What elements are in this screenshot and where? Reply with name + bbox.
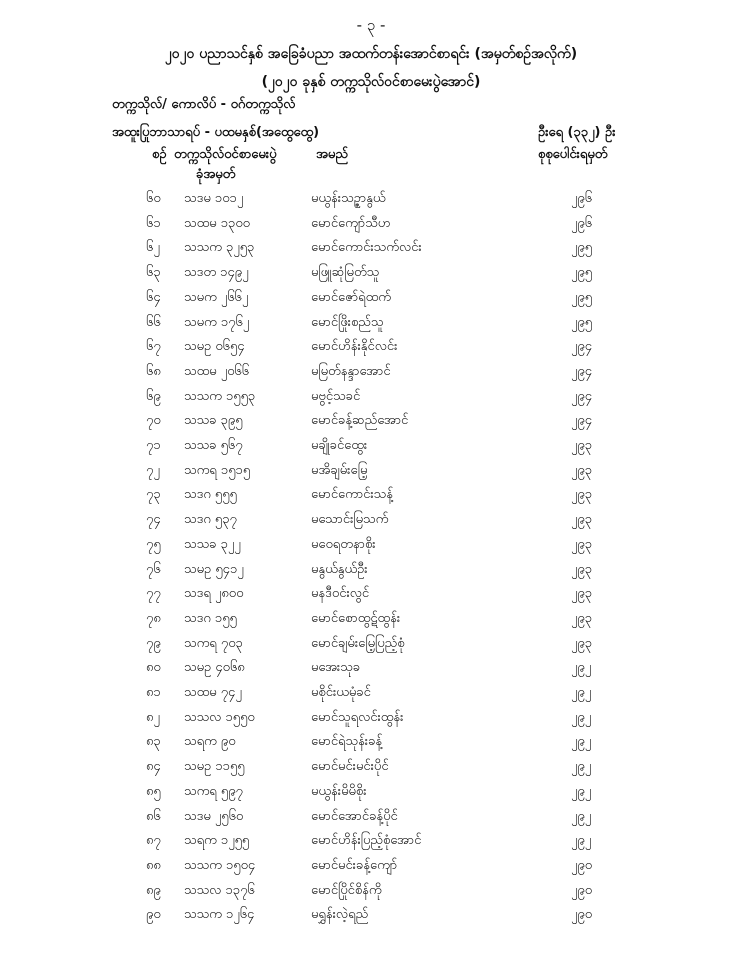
- total-marks: ၂၉၂: [571, 660, 592, 676]
- row-number: ၇၂: [146, 462, 160, 478]
- row-number: ၈၅: [146, 783, 161, 799]
- page-number: - ၃ -: [356, 16, 386, 34]
- table-row: [0, 437, 742, 462]
- table-row: [0, 363, 742, 388]
- total-marks: ၂၉၀: [571, 882, 593, 898]
- total-marks: ၂၉၂: [571, 808, 592, 824]
- row-number: ၆၆: [146, 314, 161, 330]
- row-number: ၇၁: [146, 438, 161, 453]
- roll-number: သရက ၉၀: [184, 734, 236, 750]
- student-name: မောင်ရဲသုန်းခန့်: [311, 734, 383, 750]
- total-marks: ၂၉၀: [571, 857, 593, 873]
- document-subtitle: (၂၀၂၀ ခုနှစ် တက္ကသိုလ်ဝင်စာမေးပွဲအောင်): [261, 74, 481, 90]
- total-marks: ၂၉၃: [571, 487, 593, 503]
- row-number: ၇၃: [146, 487, 161, 503]
- roll-number: သကရ ၁၅၁၅: [184, 462, 251, 478]
- student-name: မဗွင့်သခင်: [311, 388, 361, 404]
- table-row: [0, 338, 742, 363]
- student-name: မစိုင်းယမုံခင်: [311, 685, 371, 700]
- table-row: [0, 412, 742, 437]
- row-number: ၇၀: [146, 413, 161, 429]
- row-number: ၆၃: [146, 265, 161, 281]
- total-marks: ၂၉၃: [571, 635, 593, 651]
- total-marks: ၂၉၅: [571, 265, 593, 281]
- total-marks: ၂၉၄: [571, 388, 593, 404]
- table-row: [0, 882, 742, 907]
- table-row: [0, 462, 742, 487]
- roll-number: သသက ၁၅၀၄: [184, 857, 256, 873]
- column-header-no: စဉ်: [152, 147, 167, 162]
- student-name: မနဒီဝင်းလွင်: [311, 586, 370, 602]
- document-title: ၂၀၂၀ ပညာသင်နှစ် အခြေခံပညာ အထက်တန်းအောင်စာရင်း (အမှတ်စဉ်အလိုက်): [164, 46, 578, 62]
- roll-number: သသခ ၅၆၇: [184, 438, 243, 453]
- roll-number: သသက ၁၂၆၄: [184, 907, 255, 923]
- row-number: ၆၇: [146, 339, 161, 355]
- total-marks: ၂၉၅: [571, 289, 593, 305]
- row-number: ၆၄: [146, 289, 161, 305]
- table-row: [0, 832, 742, 857]
- roll-number: သဒဂ ၅၃၇: [184, 512, 237, 528]
- row-number: ၈၄: [146, 759, 161, 775]
- roll-number: သထမ ၁၃၀၀: [184, 215, 250, 231]
- table-row: [0, 610, 742, 635]
- roll-number: သဒမ ၂၅၆၀: [184, 808, 244, 824]
- table-row: [0, 783, 742, 808]
- student-name: မယွန်းသဥ္ဇာနွယ်: [311, 191, 386, 206]
- table-row: [0, 585, 742, 610]
- total-marks: ၂၉၃: [571, 462, 593, 478]
- total-count: ဦးရေ (၃၃၂) ဦး: [538, 125, 616, 140]
- roll-number: သသက ၃၂၅၃: [184, 240, 255, 256]
- table-row: [0, 264, 742, 289]
- row-number: ၈၈: [146, 857, 161, 873]
- table-row: [0, 190, 742, 215]
- roll-number: သဒတ ၁၄၉၂: [184, 265, 249, 281]
- roll-number: သဒမ ၁၀၁၂: [184, 191, 244, 206]
- student-name: မောင်ကျော်သီဟ: [311, 215, 391, 231]
- roll-number: သသလ ၁၅၅၀: [184, 709, 255, 725]
- roll-number: သသခ ၃၂၂: [184, 536, 241, 552]
- total-marks: ၂၉၂: [571, 734, 592, 750]
- student-name: မနွယ်နွယ်ဦး: [311, 561, 368, 577]
- roll-number: သကရ ၇၀၃: [184, 635, 243, 651]
- total-marks: ၂၉၂: [571, 709, 592, 725]
- table-row: [0, 906, 742, 931]
- student-name: မောင်မင်းခန့်ကျော်: [311, 857, 398, 873]
- student-name: မောင်ကောင်းသက်လင်း: [311, 240, 422, 256]
- table-row: [0, 536, 742, 561]
- row-number: ၉၀: [146, 907, 161, 923]
- roll-number: သသလ ၁၃၇၆: [184, 882, 255, 898]
- student-name: မအေးသုခ: [311, 660, 361, 676]
- row-number: ၈၃: [146, 734, 161, 750]
- student-name: မဖြူဆုံမြတ်သူ: [311, 265, 380, 281]
- column-header-marks: စုစုပေါင်းရမှတ်: [538, 147, 608, 162]
- row-number: ၈၁: [146, 685, 161, 700]
- student-name: မအိချမ်းမြေ့: [311, 462, 368, 478]
- table-row: [0, 289, 742, 314]
- total-marks: ၂၉၃: [571, 536, 593, 552]
- roll-number: သမဥ ၅၄၁၂: [184, 561, 244, 577]
- row-number: ၈၀: [146, 660, 161, 676]
- student-name: မရွှန်းလဲ့ရည်: [311, 907, 369, 923]
- row-number: ၆၂: [146, 240, 160, 256]
- table-row: [0, 511, 742, 536]
- roll-number: သထမ ၂၀၆၆: [184, 363, 250, 379]
- table-row: [0, 635, 742, 660]
- student-name: မောင်ဟိန်းပြည့်စုံအောင်: [311, 833, 422, 849]
- roll-number: သသက ၁၅၅၃: [184, 388, 256, 404]
- total-marks: ၂၉၃: [571, 610, 593, 626]
- student-name: မောင်မင်းမင်းပိုင်: [311, 759, 389, 775]
- table-row: [0, 758, 742, 783]
- row-number: ၈၇: [146, 833, 161, 849]
- total-marks: ၂၉၂: [571, 685, 592, 700]
- total-marks: ၂၉၂: [571, 759, 592, 775]
- total-marks: ၂၉၃: [571, 512, 593, 528]
- roll-number: သမဥ ၀၆၅၄: [184, 339, 245, 355]
- column-header-roll: တက္ကသိုလ်ဝင်စာမေးပွဲ: [174, 147, 277, 162]
- student-name: မဝေရတနာစိုး: [311, 536, 376, 552]
- roll-number: သကရ ၅၉၇: [184, 783, 243, 799]
- table-row: [0, 733, 742, 758]
- student-name: မချိုခင်ထွေး: [311, 438, 368, 453]
- student-name: မောင်စောထွဋ်ထွန်း: [311, 610, 401, 626]
- table-row: [0, 215, 742, 240]
- roll-number: သရက ၁၂၅၅: [184, 833, 250, 849]
- total-marks: ၂၉၄: [571, 339, 593, 355]
- student-name: မောင်ဇော်ရဲထက်: [311, 289, 391, 305]
- total-marks: ၂၉၃: [571, 438, 593, 453]
- total-marks: ၂၉၃: [571, 586, 593, 602]
- table-row: [0, 709, 742, 734]
- row-number: ၆၉: [146, 388, 161, 404]
- student-name: မောင်ခန့်ဆည်အောင်: [311, 413, 409, 429]
- roll-number: သဒဂ ၅၅၅: [184, 487, 237, 503]
- student-name: မောင်ပြိုင်စိန်ကို: [311, 882, 382, 898]
- table-row: [0, 314, 742, 339]
- student-name: မယွန်းမိမိစိုး: [311, 783, 367, 799]
- total-marks: ၂၉၀: [571, 907, 593, 923]
- total-marks: ၂၉၅: [571, 240, 593, 256]
- row-number: ၆၀: [146, 191, 161, 206]
- roll-number: သသခ ၃၉၅: [184, 413, 243, 429]
- total-marks: ၂၉၄: [571, 413, 593, 429]
- roll-number: သမက ၂၆၆၂: [184, 289, 249, 305]
- total-marks: ၂၉၂: [571, 783, 592, 799]
- row-number: ၆၈: [146, 363, 161, 379]
- total-marks: ၂၉၆: [571, 215, 593, 231]
- row-number: ၈၆: [146, 808, 161, 824]
- student-name: မောင်အောင်ခန့်ပိုင်: [311, 808, 398, 824]
- roll-number: သဒရ ၂၈၀၀: [184, 586, 244, 602]
- table-row: [0, 659, 742, 684]
- total-marks: ၂၉၂: [571, 833, 592, 849]
- row-number: ၇၅: [146, 536, 161, 552]
- table-row: [0, 857, 742, 882]
- table-row: [0, 684, 742, 709]
- table-row: [0, 808, 742, 833]
- roll-number: သမက ၁၇၆၂: [184, 314, 250, 330]
- row-number: ၇၆: [146, 561, 161, 577]
- roll-number: သမဥ ၁၁၅၅: [184, 759, 245, 775]
- subject-line: အထူးပြုဘာသာရပ် - ပထမနှစ်(အထွေထွေ): [112, 125, 320, 140]
- university-line: တက္ကသိုလ်/ ကောလိပ် - ဝဂ်တက္ကသိုလ်: [112, 97, 296, 112]
- roll-number: သမဥ ၄၀၆၈: [184, 660, 245, 676]
- row-number: ၆၁: [146, 215, 161, 231]
- column-header-roll-line2: ခုံအမှတ်: [196, 167, 236, 182]
- total-marks: ၂၉၃: [571, 561, 593, 577]
- row-number: ၈၉: [146, 882, 161, 898]
- table-row: [0, 239, 742, 264]
- roll-number: သထမ ၇၄၂: [184, 685, 242, 700]
- student-name: မောင်ဟိန်းနိုင်လင်း: [311, 339, 398, 355]
- student-name: မသောင်းမြသက်: [311, 512, 389, 528]
- column-header-name: အမည်: [316, 147, 348, 162]
- student-name: မောင်ချမ်းမြေ့ပြည့်စုံ: [311, 635, 405, 651]
- row-number: ၈၂: [146, 709, 160, 725]
- total-marks: ၂၉၆: [571, 191, 593, 206]
- total-marks: ၂၉၅: [571, 314, 593, 330]
- table-row: [0, 561, 742, 586]
- student-name: မောင်ဖြိုးစည်သူ: [311, 314, 384, 330]
- row-number: ၇၇: [146, 586, 161, 602]
- row-number: ၇၄: [146, 512, 161, 528]
- student-name: မောင်သူရလင်းထွန်း: [311, 709, 404, 725]
- total-marks: ၂၉၄: [571, 363, 593, 379]
- roll-number: သဒဂ ၁၅၅: [184, 610, 237, 626]
- table-row: [0, 388, 742, 413]
- table-row: [0, 486, 742, 511]
- row-number: ၇၈: [146, 610, 161, 626]
- row-number: ၇၉: [146, 635, 161, 651]
- student-name: မမြတ်နန္ဒာအောင်: [311, 363, 391, 379]
- student-name: မောင်ကောင်းသန့်: [311, 487, 393, 503]
